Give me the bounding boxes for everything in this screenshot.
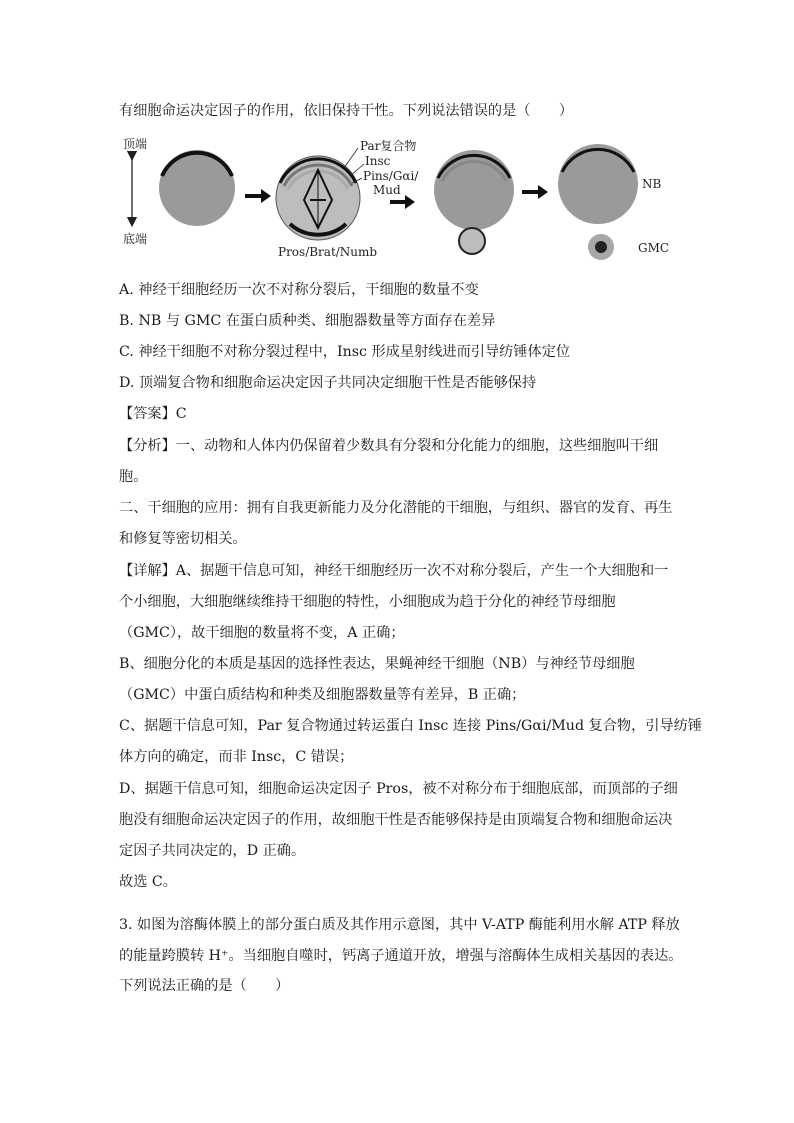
stem-cell-1 xyxy=(159,150,235,226)
analysis-line: 胞。 xyxy=(119,469,148,485)
par-complex-label: Par复合物 xyxy=(360,139,417,153)
dividing-cell xyxy=(276,156,360,240)
budding-cell xyxy=(434,150,514,254)
pins-label-line2: Mud xyxy=(373,183,401,197)
detail-line: （GMC），故干细胞的数量将不变，A 正确； xyxy=(119,625,405,641)
asymmetric-division-diagram xyxy=(118,128,678,266)
question-3-line: 3. 如图为溶酶体膜上的部分蛋白质及其作用示意图，其中 V-ATP 酶能利用水解 ATP 释放 xyxy=(119,917,680,933)
detail-line: 个小细胞，大细胞继续维持干细胞的特性，小细胞成为趋于分化的神经节母细胞 xyxy=(119,594,616,610)
nb-label: NB xyxy=(642,177,662,191)
gmc-label: GMC xyxy=(638,241,670,255)
arrow-1 xyxy=(245,189,271,203)
detail-line: 体方向的确定，而非 Insc，C 错误； xyxy=(119,749,354,765)
detail-line: 【详解】A、据题干信息可知，神经干细胞经历一次不对称分裂后，产生一个大细胞和一 xyxy=(119,563,669,579)
option-c: C. 神经干细胞不对称分裂过程中，Insc 形成星射线进而引导纺锤体定位 xyxy=(119,344,571,360)
nb-cell xyxy=(558,144,638,224)
answer: 【答案】C xyxy=(119,406,187,422)
arrow-3 xyxy=(522,185,548,199)
detail-line: 定因子共同决定的，D 正确。 xyxy=(119,843,306,859)
arrow-2 xyxy=(390,195,415,209)
question-3-line: 的能量跨膜转 H⁺。当细胞自噬时，钙离子通道开放，增强与溶酶体生成相关基因的表达。 xyxy=(119,948,683,964)
bottom-label: 底端 xyxy=(123,232,148,246)
option-d: D. 顶端复合物和细胞命运决定因子共同决定细胞干性是否能够保持 xyxy=(119,375,537,391)
detail-line: （GMC）中蛋白质结构和种类及细胞器数量等有差异，B 正确； xyxy=(119,687,526,703)
option-a: A. 神经干细胞经历一次不对称分裂后，干细胞的数量不变 xyxy=(119,282,479,298)
question-3-line: 下列说法正确的是（ ） xyxy=(119,978,290,994)
question-stem-tail: 有细胞命运决定因子的作用，依旧保持干性。下列说法错误的是（ ） xyxy=(119,103,574,119)
analysis-line: 【分析】一、动物和人体内仍保留着少数具有分裂和分化能力的细胞，这些细胞叫干细 xyxy=(119,438,659,454)
pros-label: Pros/Brat/Numb xyxy=(278,245,378,259)
gmc-cell xyxy=(588,234,614,260)
detail-line: C、据题干信息可知，Par 复合物通过转运蛋白 Insc 连接 Pins/Gαi/Mud 复合物，引导纺锤 xyxy=(119,718,703,734)
detail-line: D、据题干信息可知，细胞命运决定因子 Pros，被不对称分布于细胞底部，而顶部的子细 xyxy=(119,781,678,797)
insc-label: Insc xyxy=(365,154,391,168)
top-label: 顶端 xyxy=(123,137,148,151)
analysis-line: 二、干细胞的应用：拥有自我更新能力及分化潜能的干细胞，与组织、器官的发育、再生 xyxy=(119,500,673,516)
detail-line: 胞没有细胞命运决定因子的作用，故细胞干性是否能够保持是由顶端复合物和细胞命运决 xyxy=(119,812,673,828)
conclusion: 故选 C。 xyxy=(119,874,177,890)
analysis-line: 和修复等密切相关。 xyxy=(119,531,247,547)
pins-label-line1: Pins/Gαi/ xyxy=(363,169,419,183)
option-b: B. NB 与 GMC 在蛋白质种类、细胞器数量等方面存在差异 xyxy=(119,313,496,329)
detail-line: B、细胞分化的本质是基因的选择性表达，果蝇神经干细胞（NB）与神经节母细胞 xyxy=(119,656,635,672)
